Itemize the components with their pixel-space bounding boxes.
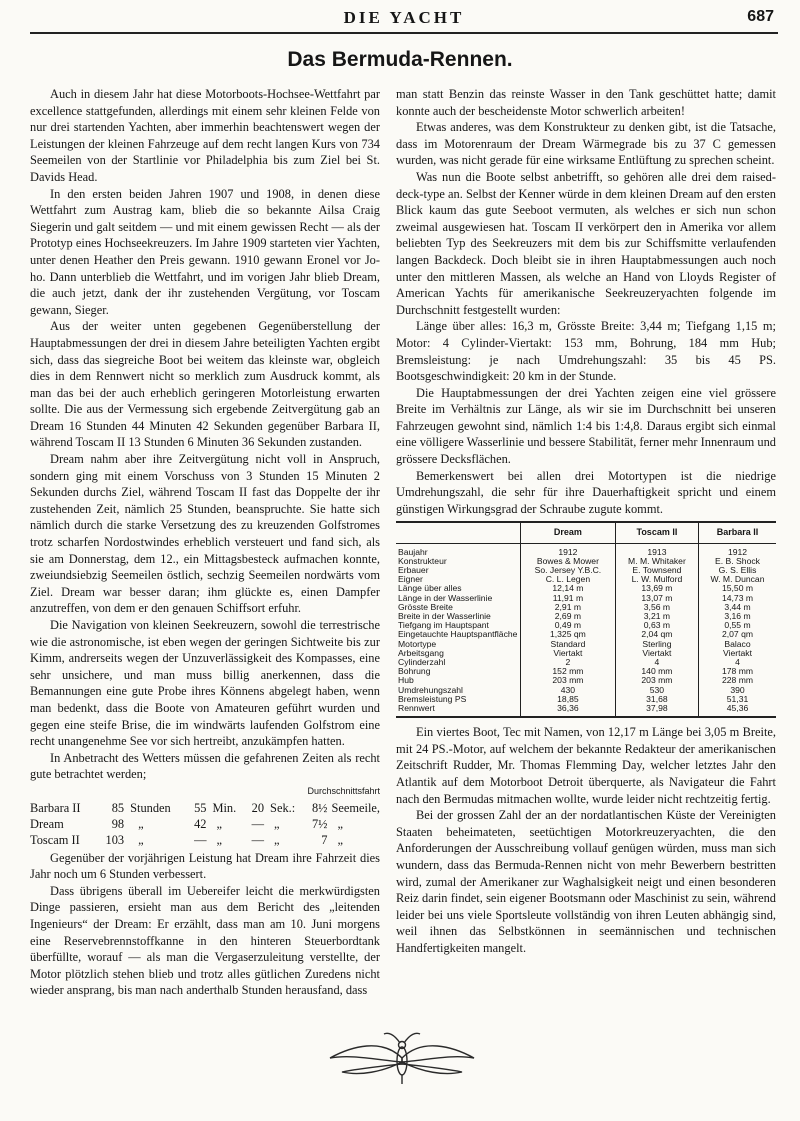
table-cell: 36,36: [521, 704, 616, 717]
table-cell: 0,49 m: [521, 621, 616, 630]
row-label: Cylinderzahl: [398, 657, 446, 668]
table-cell: 2,04 qm: [615, 630, 698, 639]
table-cell: 13,07 m: [615, 594, 698, 603]
table-cell: 1,325 qm: [521, 630, 616, 639]
table-cell: 45,36: [699, 704, 776, 717]
hours: 103: [105, 832, 125, 847]
table-cell: 15,50 m: [699, 584, 776, 593]
table-cell: Standard: [521, 640, 616, 649]
row-label: Tiefgang im Hauptspant: [398, 620, 489, 631]
table-cell: 178 mm: [699, 667, 776, 676]
table-cell: Sterling: [615, 640, 698, 649]
table-cell: 1912: [699, 543, 776, 557]
paragraph: Aus der weiter unten gegebenen Gegenüberstellung der Hauptabmessungen der drei in diesem Jahre beteiligten Yachten ergibt sich, dass das siegreiche Boot bei weitem das kleinste war, obgleich dies in dem Rennwert nicht so merklich zum Ausdruck kommt, als man das bei der auch erheblich geringeren Motorleistung erwarten sollte. Die aus der Vermessung sich ergebende Zeitvergütung gab an Dream 16 Stunden 44 Minuten 42 Sekunden gegenüber Barbara II, während Toscam II 13 Stunden 6 Minuten 36 Sekunden zustanden.: [30, 319, 380, 450]
table-row: [30, 800, 380, 816]
table-row: [396, 640, 776, 649]
table-cell: 4: [699, 658, 776, 667]
paragraph: Bemerkenswert bei allen drei Motortypen ist die niedrige Umdrehungszahl, die sehr für ihre Dauerhaftigkeit spricht und einem günstigen Wirkungsgrad der Schraube zugute kommt.: [396, 468, 776, 516]
table-header-row: [396, 522, 776, 543]
minutes-unit: „: [216, 816, 222, 831]
paragraph: In den ersten beiden Jahren 1907 und 1908, in denen diese Wettfahrt zum Austrag kam, blieb die so bekannte Ailsa Craig Siegerin und galt seitdem — und mit einem gewissen Recht — als der Prototyp eines Hochseekreuzers. Im Jahre 1909 starteten vier Yachten, unter denen Heather den Preis gewann. 1910 gewann Eronel vor Jo-ho. Dann unterblieb die Wettfahrt, und im vorigen Jahr blieb Dream, die auch jetzt, dank der ihr zustehenden Vergütung, vor Toscam gewann, Sieger.: [30, 186, 380, 317]
paragraph: In Anbetracht des Wetters müssen die gefahrenen Zeiten als recht gute betrachtet werden;: [30, 750, 380, 782]
table-row: [396, 594, 776, 603]
table-cell: Balaco: [699, 640, 776, 649]
yacht-name: Toscam II: [30, 832, 80, 847]
seconds: —: [251, 832, 265, 847]
table-cell: 3,21 m: [615, 612, 698, 621]
table-cell: 2,91 m: [521, 603, 616, 612]
table-cell: 37,98: [615, 704, 698, 717]
table-cell: Viertakt: [699, 649, 776, 658]
table-cell: 430: [521, 686, 616, 695]
paragraph: Dass übrigens überall im Uebereifer leicht die merkwürdigsten Dinge passieren, ersieht man aus dem Bericht des „leitenden Ingenieurs“ der Dream: Er erzählt, dass man am 10. Juni morgens eine Reservebrennstoffkanne in den hinteren Steuerbordtank überfüllte, worauf — als man die Vergaserzuleitung verstellte, der Motor plötzlich stehen blieb und trotz alles gütlichen Zuredens nicht wieder ansprang, bis man nach anderthalb Stunden herausfand, dass: [30, 883, 380, 998]
table-cell: 203 mm: [521, 676, 616, 685]
left-column: [30, 86, 380, 999]
row-label: Motortype: [398, 638, 437, 649]
row-label: Länge in der Wasserlinie: [398, 592, 493, 603]
article-title: Das Bermuda-Rennen.: [287, 48, 513, 71]
yacht-name: Dream: [30, 816, 64, 831]
table-cell: 4: [615, 658, 698, 667]
average-speed: 7: [321, 832, 328, 847]
row-label: Umdrehungszahl: [398, 684, 463, 695]
row-label: Eingetauchte Hauptspantfläche: [398, 629, 518, 640]
table-cell: E. Townsend: [615, 566, 698, 575]
table-cell: C. L. Legen: [521, 575, 616, 584]
table-cell: 1912: [521, 543, 616, 557]
hours-unit: „: [138, 816, 144, 831]
table-cell: 530: [615, 686, 698, 695]
table-row: [30, 816, 380, 832]
times-column-header: Durchschnittsfahrt: [307, 785, 380, 796]
minutes-unit: Min.: [212, 800, 237, 815]
seconds-unit: „: [274, 816, 280, 831]
row-label: Baujahr: [398, 546, 428, 557]
table-row: [30, 832, 380, 848]
minutes: 42: [194, 816, 207, 831]
seconds: 20: [251, 800, 265, 815]
average-unit: „: [337, 832, 343, 847]
winged-insect-vignette-icon: [322, 1028, 482, 1088]
paragraph: Die Navigation von kleinen Seekreuzern, sowohl die terrestrische wie die astronomische, ist eben wegen der geringen Sichtweite bis zur Kimm, andrerseits wegen der Unzuverlässigkeit des Kompasses, eine sehr unsichere, und man muss billig anerkennen, dass die Bemannungen eine gute Probe ihres Könnens abgelegt haben, wenn man bedenkt, dass die Boote von Amateuren geführt wurden und gegen eine steife Brise, die im windwärts laufenden Golfstrom eine recht unangenehme See vor sich hertreibt, anzukämpfen hatten.: [30, 618, 380, 749]
table-cell: Viertakt: [521, 649, 616, 658]
table-cell: So. Jersey Y.B.C.: [521, 566, 616, 575]
seconds-unit: „: [274, 832, 280, 847]
row-label: Länge über alles: [398, 583, 462, 594]
table-row: [396, 704, 776, 717]
column-header: Dream: [521, 522, 616, 543]
table-cell: 14,73 m: [699, 594, 776, 603]
table-cell: L. W. Mulford: [615, 575, 698, 584]
table-cell: 2,07 qm: [699, 630, 776, 639]
row-label: Bremsleistung PS: [398, 693, 467, 704]
minutes: —: [194, 832, 207, 847]
paragraph: Länge über alles: 16,3 m, Grösste Breite: 3,44 m; Tiefgang 1,15 m; Motor: 4 Cylinder-Viertakt: 153 mm, Bohrung, 184 mm Hub; Bremsleistung: je nach Umdrehungszahl: 35 bis 45 PS. Bootsgeschwindigkeit: 20 km in der Stunde.: [396, 319, 776, 384]
row-label: Breite in der Wasserlinie: [398, 611, 491, 622]
table-cell: 12,14 m: [521, 584, 616, 593]
race-times-table: [30, 800, 380, 848]
hours: 85: [111, 800, 125, 815]
table-cell: 3,56 m: [615, 603, 698, 612]
paragraph: Was nun die Boote selbst anbetrifft, so gehören alle drei dem raised-deck-type an. Selbst der Kenner würde in dem kleinen Dream auf den ersten Blick kaum das gute Seeboot vermuten, als welches er sich nun schon zweimal ausgewiesen hat. Toscam II verkörpert den in Amerika vor allem beliebten Typ des Seekreuzers mit dem bis zur Schiffsmitte verlaufenden langen Backdeck. Doch bleibt sie in ihren Hauptabmessungen auch noch unter den mittleren Massen, als welche an Hand von Lloyds Register of American Yachts für amerikanische Seekreuzeryachten folgende im Durchschnitt festgestellt wurden:: [396, 169, 776, 317]
page-number: 687: [747, 8, 774, 25]
hours-unit: „: [138, 832, 144, 847]
race-times-block: [30, 783, 380, 848]
table-row: [396, 543, 776, 557]
running-head: [30, 6, 778, 34]
table-row: [396, 695, 776, 704]
paragraph: Ein viertes Boot, Tec mit Namen, von 12,17 m Länge bei 3,05 m Breite, mit 24 PS.-Motor, auf welchem der bekannte Redakteur der amerikanischen Zeitschrift Rudder, Mr. Thomas Flemming Day, welcher letztes Jahr den Atlantik auf dem Motorboot Detroit überquerte, als Navigateur die Fahrt nach den Bermudas mitmachen wollte, wurde leider nicht rechtzeitig fertig.: [396, 725, 776, 806]
table-cell: 11,91 m: [521, 594, 616, 603]
journal-title: DIE YACHT: [343, 8, 465, 27]
row-label: Bohrung: [398, 666, 431, 677]
table-cell: 51,31: [699, 695, 776, 704]
table-cell: W. M. Duncan: [699, 575, 776, 584]
table-cell: 228 mm: [699, 676, 776, 685]
row-label: Konstrukteur: [398, 555, 447, 566]
table-cell: 3,16 m: [699, 612, 776, 621]
seconds: —: [251, 816, 265, 831]
table-cell: Viertakt: [615, 649, 698, 658]
row-label: Rennwert: [396, 704, 521, 717]
minutes: 55: [194, 800, 207, 815]
table-cell: 3,44 m: [699, 603, 776, 612]
hours-unit: Stunden: [130, 800, 171, 815]
table-cell: Bowes & Mower: [521, 557, 616, 566]
average-speed: 8½: [311, 800, 328, 815]
table-row: [396, 649, 776, 658]
column-header: [396, 522, 521, 543]
paragraph: Dream nahm aber ihre Zeitvergütung nicht voll in Anspruch, sondern ging mit einem Vorschuss von 3 Stunden 15 Minuten 2 Sekunden durchs Ziel, während Toscam II fast das Doppelte der ihr zustehenden Zeit, nämlich 25 Stunden, beanspruchte. Sie hatte sich nämlich durch die starke Versetzung des zu kreuzenden Golfstromes trotz scharfen Nordostwindes erheblich versteuert und fand sich, als sie am Donnerstag, dem 12., ein Mittagsbesteck aufmachen konnte, zweiundsiebzig Seemeilen östlich, sechzig Seemeilen nordwärts vom Ziel. Dream war besser daran; ihm glückte es, einen Dampfer anzutreffen, von dem er den genauen Schiffsort erfuhr.: [30, 452, 380, 616]
average-unit: „: [337, 816, 343, 831]
yacht-name: Barbara II: [30, 800, 81, 815]
minutes-unit: „: [216, 832, 222, 847]
column-header: Barbara II: [699, 522, 776, 543]
right-column: [396, 86, 776, 957]
paragraph: Die Hauptabmessungen der drei Yachten zeigen eine viel grössere Breite im Verhältnis zur Länge, als wir sie im Durchschnitt bei unseren Fahrzeugen gewohnt sind, nämlich 1:4 bis 1:4,8. Daraus ergibt sich einmal eine völligere Wasserlinie und bessere Stabilität, ferner mehr Innenraum und grössere Decksflächen.: [396, 385, 777, 467]
table-cell: 140 mm: [615, 667, 698, 676]
paragraph: Etwas anderes, was dem Konstrukteur zu denken gibt, ist die Tatsache, dass im Motorenraum der Dream Wärmegrade bis zu 37 C gemessen wurden, was nicht gerade für eine wirksame Entlüftung zu sprechen scheint.: [396, 120, 776, 168]
table-cell: M. M. Whitaker: [615, 557, 698, 566]
table-cell: 2: [521, 658, 616, 667]
table-cell: 390: [699, 686, 776, 695]
paragraph: man statt Benzin das reinste Wasser in den Tank geschüttet hatte; damit konnte auch der bescheidenste Motor schwerlich arbeiten!: [396, 87, 776, 118]
hours: 98: [111, 816, 125, 831]
seconds-unit: Sek.:: [270, 800, 296, 815]
table-cell: E. B. Shock: [699, 557, 776, 566]
average-unit: Seemeile,: [331, 800, 380, 815]
yacht-dimensions-table: [396, 521, 776, 718]
table-cell: 1913: [615, 543, 698, 557]
table-cell: 31,68: [615, 695, 698, 704]
column-header: Toscam II: [615, 522, 698, 543]
row-label: Hub: [398, 675, 414, 686]
paragraph: Gegenüber der vorjährigen Leistung hat Dream ihre Fahrzeit dies Jahr noch um 6 Stunden verbessert.: [30, 850, 380, 882]
row-label: Arbeitsgang: [398, 647, 444, 658]
row-label: Grösste Breite: [398, 601, 453, 612]
table-cell: 152 mm: [521, 667, 616, 676]
table-cell: 13,69 m: [615, 584, 698, 593]
row-label: Erbauer: [398, 565, 429, 576]
average-speed: 7½: [311, 816, 328, 831]
table-row: [396, 630, 776, 639]
paragraph: Auch in diesem Jahr hat diese Motorboots-Hochsee-Wettfahrt par excellence stattgefunden, allerdings mit einem sehr kleinen Felde von nur drei startenden Yachten, aber immerhin beachtenswert wegen der Leistungen der kleinen Fahrzeuge auf dem recht langen Kurs von 734 Seemeilen von der Startlinie vor Philadelphia bis zum Ziel bei St. Davids Head.: [30, 87, 380, 184]
table-row: [396, 658, 776, 667]
table-row: [396, 667, 776, 676]
table-cell: 203 mm: [615, 676, 698, 685]
table-cell: 18,85: [521, 695, 616, 704]
row-label: Eigner: [398, 574, 423, 585]
table-cell: 0,63 m: [615, 621, 698, 630]
table-cell: G. S. Ellis: [699, 566, 776, 575]
paragraph: Bei der grossen Zahl der an der nordatlantischen Küste der Vereinigten Staaten beheimateten, seetüchtigen Motorkreuzeryachten, die den Anforderungen der Ausschreibung vollauf genügen würden, muss man sich wundern, dass das Bermuda-Rennen nicht von mehr Bewerbern bestritten wird, zumal der Amerikaner zur Waghalsigkeit neigt und einen besonderen Reiz darin findet, sein eigener Bootsmann oder Maschinist zu sein, während leider bei uns viele Sportsleute vollständig von ihren Leuten abhängig sind, weil ihnen das Selbstkönnen in seemännischen und technischen Handfertigkeiten mangelt.: [396, 808, 776, 956]
table-cell: 2,69 m: [521, 612, 616, 621]
table-cell: 0,55 m: [699, 621, 776, 630]
